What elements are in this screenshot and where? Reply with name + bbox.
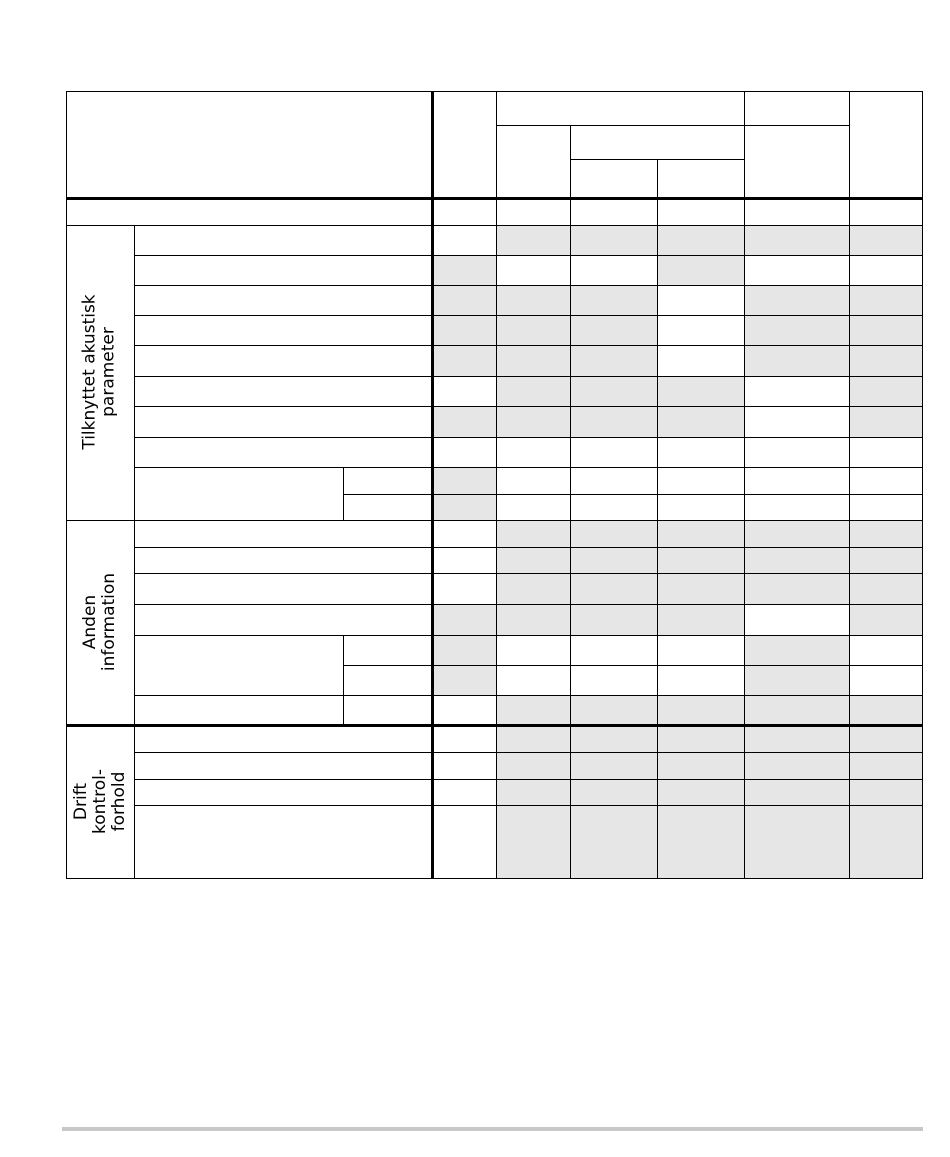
- shaded-cell: [744, 665, 849, 695]
- grid-line-horizontal: [66, 197, 923, 200]
- shaded-cell: [496, 406, 570, 437]
- grid-line-vertical: [744, 198, 745, 879]
- shaded-cell: [570, 520, 657, 547]
- shaded-cell: [570, 604, 657, 635]
- group-label-acoustic-text: Tilknyttet akustisk parameter: [80, 294, 119, 450]
- shaded-cell: [570, 345, 657, 376]
- shaded-cell: [744, 520, 849, 547]
- shaded-cell: [496, 225, 570, 255]
- shaded-cell: [570, 547, 657, 573]
- shaded-cell: [432, 494, 496, 520]
- shaded-cell: [849, 779, 922, 805]
- grid-line-horizontal: [134, 805, 923, 806]
- grid-line-vertical: [849, 198, 850, 879]
- grid-line-vertical: [570, 125, 571, 198]
- shaded-cell: [849, 225, 922, 255]
- shaded-cell: [432, 604, 496, 635]
- grid-line-horizontal: [134, 779, 923, 780]
- grid-line-vertical: [657, 159, 658, 198]
- grid-line-vertical: [570, 198, 571, 879]
- shaded-cell: [496, 345, 570, 376]
- shaded-cell: [849, 573, 922, 604]
- shaded-cell: [657, 255, 744, 285]
- shaded-cell: [744, 635, 849, 665]
- grid-line-horizontal: [66, 724, 923, 727]
- shaded-cell: [849, 406, 922, 437]
- shaded-cell: [657, 520, 744, 547]
- shaded-cell: [657, 406, 744, 437]
- shaded-cell: [657, 752, 744, 779]
- grid-line-horizontal: [134, 285, 923, 286]
- grid-line-horizontal: [134, 315, 923, 316]
- shaded-cell: [744, 573, 849, 604]
- shaded-cell: [496, 573, 570, 604]
- grid-line-vertical: [496, 198, 497, 879]
- shaded-cell: [496, 315, 570, 345]
- grid-line-horizontal: [343, 665, 923, 666]
- grid-line-vertical: [496, 91, 497, 198]
- shaded-cell: [657, 779, 744, 805]
- shaded-cell: [849, 376, 922, 406]
- shaded-cell: [432, 665, 496, 695]
- shaded-cell: [744, 315, 849, 345]
- shaded-cell: [849, 604, 922, 635]
- shaded-cell: [432, 255, 496, 285]
- grid-line-horizontal: [134, 752, 923, 753]
- shaded-cell: [496, 376, 570, 406]
- shaded-cell: [657, 225, 744, 255]
- shaded-cell: [432, 285, 496, 315]
- shaded-cell: [849, 520, 922, 547]
- group-label-acoustic: [66, 225, 134, 519]
- grid-line-horizontal: [134, 604, 923, 605]
- grid-line-horizontal: [134, 345, 923, 346]
- shaded-cell: [744, 725, 849, 752]
- shaded-cell: [657, 604, 744, 635]
- shaded-cell: [849, 805, 922, 878]
- group-label-other: [66, 520, 134, 724]
- shaded-cell: [432, 635, 496, 665]
- grid-line-horizontal: [496, 125, 849, 126]
- shaded-cell: [570, 376, 657, 406]
- grid-line-vertical: [922, 91, 923, 879]
- shaded-cell: [432, 406, 496, 437]
- shaded-cell: [657, 805, 744, 878]
- shaded-cell: [849, 725, 922, 752]
- grid-line-horizontal: [134, 547, 923, 548]
- grid-line-vertical: [134, 225, 135, 879]
- grid-line-horizontal: [134, 437, 923, 438]
- grid-line-horizontal: [134, 376, 923, 377]
- shaded-cell: [496, 779, 570, 805]
- shaded-cell: [432, 345, 496, 376]
- shaded-cell: [744, 345, 849, 376]
- shaded-cell: [657, 725, 744, 752]
- shaded-cell: [496, 725, 570, 752]
- shaded-cell: [744, 805, 849, 878]
- shaded-cell: [570, 752, 657, 779]
- shaded-cell: [744, 547, 849, 573]
- shaded-cell: [849, 547, 922, 573]
- shaded-cell: [496, 695, 570, 725]
- grid-line-horizontal: [66, 91, 923, 92]
- shaded-cell: [570, 779, 657, 805]
- shaded-cell: [570, 285, 657, 315]
- group-label-operation: [66, 725, 134, 878]
- shaded-cell: [849, 695, 922, 725]
- shaded-cell: [496, 520, 570, 547]
- grid-line-horizontal: [134, 406, 923, 407]
- grid-line-horizontal: [134, 695, 923, 696]
- shaded-cell: [744, 752, 849, 779]
- grid-line-horizontal: [134, 573, 923, 574]
- grid-line-horizontal: [343, 494, 923, 495]
- shaded-cell: [657, 695, 744, 725]
- shaded-cell: [657, 573, 744, 604]
- shaded-cell: [496, 547, 570, 573]
- shaded-cell: [570, 573, 657, 604]
- shaded-cell: [657, 547, 744, 573]
- shaded-cell: [744, 285, 849, 315]
- grid-line-horizontal: [134, 255, 923, 256]
- grid-line-horizontal: [134, 467, 923, 468]
- shaded-cell: [496, 752, 570, 779]
- shaded-cell: [570, 315, 657, 345]
- group-label-other-text: Anden information: [80, 572, 119, 672]
- grid-line-horizontal: [66, 520, 923, 521]
- shaded-cell: [744, 695, 849, 725]
- shaded-cell: [432, 467, 496, 494]
- grid-line-vertical: [849, 91, 850, 198]
- footer-rule: [62, 1127, 923, 1131]
- shaded-cell: [496, 604, 570, 635]
- shaded-cell: [849, 752, 922, 779]
- grid-line-vertical: [343, 467, 344, 520]
- shaded-cell: [432, 315, 496, 345]
- shaded-cell: [570, 406, 657, 437]
- shaded-cell: [570, 805, 657, 878]
- grid-line-horizontal: [134, 635, 923, 636]
- grid-line-vertical: [657, 198, 658, 879]
- shaded-cell: [744, 225, 849, 255]
- group-label-operation-text: Drift kontrol- forhold: [70, 769, 129, 834]
- shaded-cell: [657, 376, 744, 406]
- grid-line-horizontal: [66, 878, 923, 879]
- shaded-cell: [849, 315, 922, 345]
- grid-line-horizontal: [66, 225, 923, 226]
- shaded-cell: [849, 345, 922, 376]
- shaded-cell: [570, 695, 657, 725]
- grid-line-vertical: [744, 91, 745, 198]
- grid-line-vertical: [431, 91, 434, 879]
- shaded-cell: [570, 725, 657, 752]
- shaded-cell: [496, 285, 570, 315]
- grid-line-vertical: [343, 635, 344, 725]
- shaded-cell: [570, 225, 657, 255]
- shaded-cell: [496, 805, 570, 878]
- shaded-cell: [849, 285, 922, 315]
- shaded-cell: [744, 779, 849, 805]
